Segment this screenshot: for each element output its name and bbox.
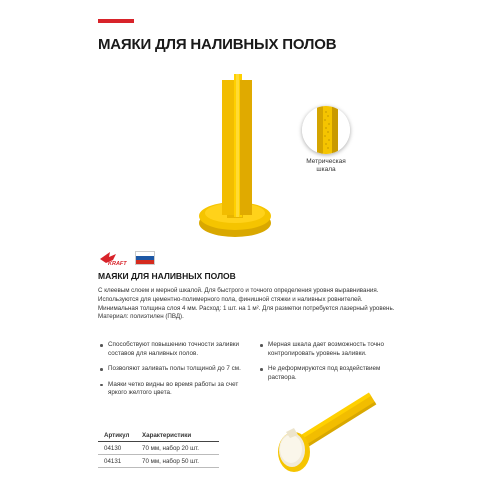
scale-caption-line2: шкала: [316, 166, 336, 173]
section-title: МАЯКИ ДЛЯ НАЛИВНЫХ ПОЛОВ: [98, 271, 236, 281]
table-row: [98, 442, 219, 455]
table-header-row: [98, 432, 219, 442]
scale-zoom-image: [302, 106, 350, 154]
header-article: Артикул: [98, 432, 136, 442]
product-image: [180, 66, 290, 241]
features-left-list: [98, 341, 258, 405]
table-row: [98, 455, 219, 468]
bullet-icon: [100, 384, 103, 387]
page-title: МАЯКИ ДЛЯ НАЛИВНЫХ ПОЛОВ: [98, 36, 337, 53]
article-cell: 04130: [98, 442, 136, 455]
bullet-icon: [260, 368, 263, 371]
article-cell: 04131: [98, 455, 136, 468]
feature-item: Мерная шкала дает возможность точно контролировать уровень заливки.: [258, 341, 408, 358]
svg-text:KRAFT: KRAFT: [108, 261, 127, 267]
bullet-icon: [100, 368, 103, 371]
header-specs: Характеристики: [136, 432, 219, 442]
feature-item: Не деформируются под воздействием раствора.: [258, 365, 408, 382]
bullet-icon: [260, 344, 263, 347]
specs-cell: 70 мм, набор 50 шт.: [136, 455, 219, 468]
product-side-image: [264, 380, 384, 480]
scale-caption: [302, 158, 350, 174]
russia-flag-icon: [135, 251, 155, 265]
bullet-icon: [100, 344, 103, 347]
product-description: С клеевым слоем и мерной шкалой. Для быстрого и точного определения уровня выравнивания. Используются для цементно-полимерного пола, финишной стяжки и наливных ровнителей. Минимальная толщина слоя 4 мм. Расход: 1 шт. на 1 м². Для разметки потребуется лазерный уровень. Материал: полиэтилен (ПВД).: [98, 287, 395, 321]
feature-item: Способствуют повышению точности заливки составов для наливных полов.: [98, 341, 258, 358]
spec-table: [98, 432, 219, 468]
brand-logo: [100, 251, 128, 267]
accent-bar: [98, 19, 134, 23]
scale-caption-line1: Метрическая: [306, 158, 346, 165]
feature-item: Маяки четко видны во время работы за счет яркого желтого цвета.: [98, 381, 258, 398]
specs-cell: 70 мм, набор 20 шт.: [136, 442, 219, 455]
feature-item: Позволяют заливать полы толщиной до 7 см.: [98, 365, 258, 374]
